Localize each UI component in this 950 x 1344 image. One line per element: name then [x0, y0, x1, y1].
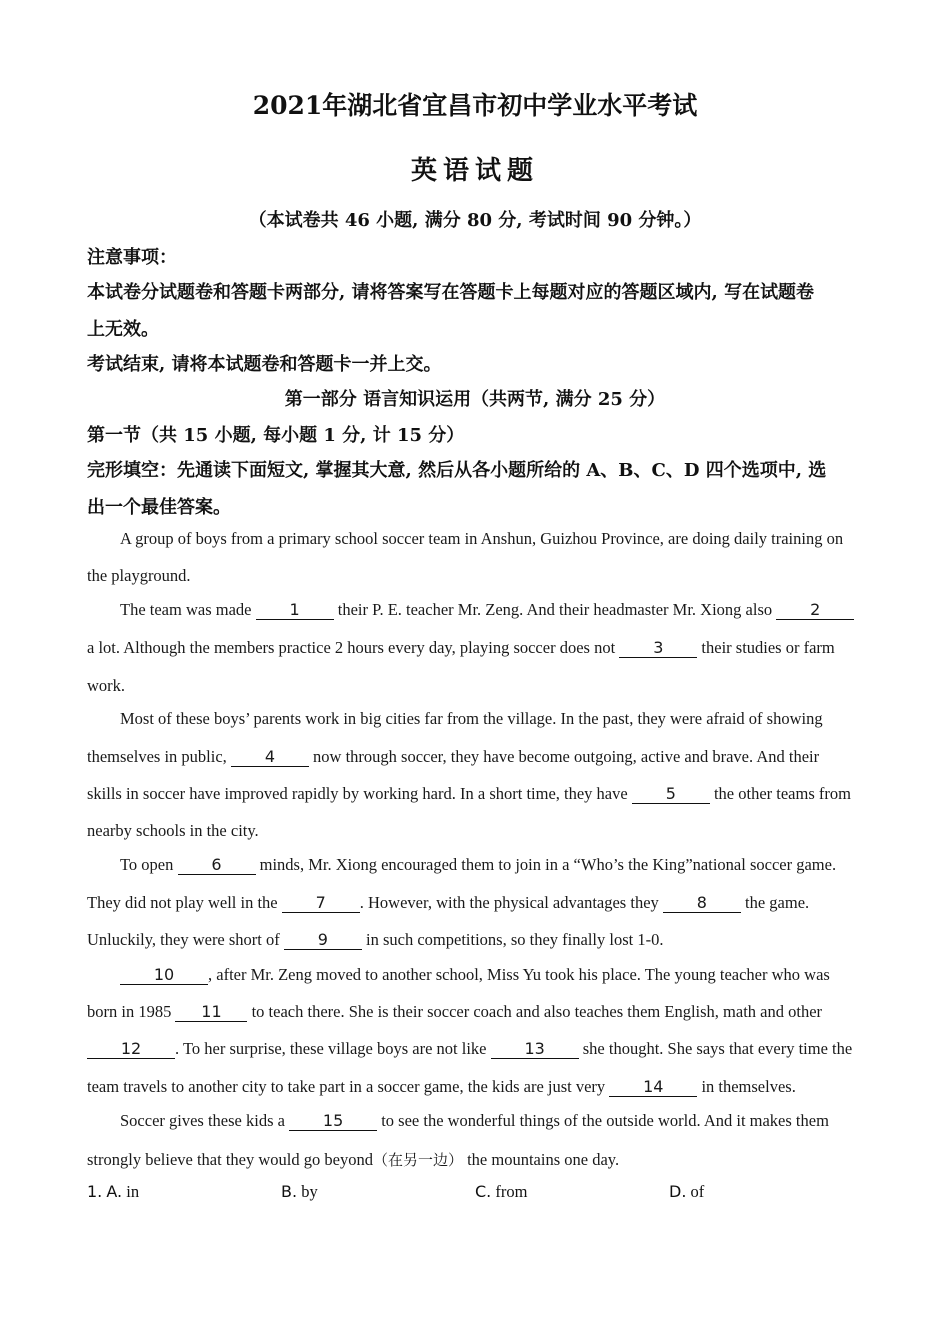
subsection-heading: 第一节（共 15 小题, 每小题 1 分, 计 15 分）: [87, 425, 465, 446]
passage-line: work.: [87, 676, 126, 695]
notice-line-3: 考试结束, 请将本试题卷和答题卡一并上交。: [87, 354, 442, 375]
option-label: D.: [669, 1182, 687, 1201]
passage-line: [87, 1149, 867, 1170]
passage-text: now through soccer, they have become outgoing, active and brave. And their: [308, 747, 820, 766]
passage-text: team travels to another city to take part in a soccer game, the kids are just very: [87, 1077, 610, 1096]
passage-text: the other teams from: [709, 784, 851, 803]
chinese-annotation: （在另一边）: [372, 1151, 463, 1169]
passage-text: . However, with the physical advantages they: [359, 893, 663, 912]
passage-line: [120, 965, 870, 985]
passage-line: [87, 1077, 867, 1097]
passage-line: A group of boys from a primary school soccer team in Anshun, Guizhou Province, are doing daily training on: [120, 529, 844, 548]
passage-text: to see the wonderful things of the outside world. And it makes them: [377, 1111, 829, 1130]
option-text: from: [495, 1182, 528, 1201]
passage-line: [120, 600, 870, 620]
instruction-line-2: 出一个最佳答案。: [87, 497, 231, 518]
passage-text: skills in soccer have improved rapidly by working hard. In a short time, they have: [87, 784, 632, 803]
blank-5: 5: [632, 786, 710, 804]
blank-2: 2: [776, 602, 854, 620]
passage-text: strongly believe that they would go beyond: [87, 1150, 373, 1169]
passage-text: . To her surprise, these village boys are not like: [175, 1039, 491, 1058]
option-text: in: [126, 1182, 140, 1201]
option-text: by: [301, 1182, 318, 1201]
option-b[interactable]: [281, 1182, 318, 1202]
blank-6: 6: [178, 857, 256, 875]
passage-text: she thought. She says that every time the: [578, 1039, 853, 1058]
passage-text: in themselves.: [697, 1077, 796, 1096]
blank-4: 4: [231, 749, 309, 767]
notice-line-2: 上无效。: [87, 319, 159, 340]
option-c[interactable]: [475, 1182, 527, 1202]
passage-line: Most of these boys’ parents work in big cities far from the village. In the past, they were afraid of showing: [120, 709, 823, 728]
passage-text: To open: [120, 855, 178, 874]
passage-line: [120, 855, 870, 875]
option-d[interactable]: [669, 1182, 704, 1202]
passage-line: [87, 747, 867, 767]
passage-text: The team was made: [120, 600, 256, 619]
question-1-options: [87, 1182, 867, 1204]
blank-10: 10: [120, 967, 208, 985]
passage-text: Unluckily, they were short of: [87, 930, 284, 949]
section-part-heading: 第一部分 语言知识运用（共两节, 满分 25 分）: [284, 389, 666, 410]
option-a[interactable]: [87, 1182, 139, 1202]
blank-1: 1: [256, 602, 334, 620]
option-text: of: [690, 1182, 705, 1201]
blank-11: 11: [175, 1004, 247, 1022]
question-number: 1.: [87, 1182, 103, 1201]
option-label: A.: [106, 1182, 123, 1201]
passage-text: born in 1985: [87, 1002, 176, 1021]
passage-line: [87, 930, 867, 950]
passage-text: to teach there. She is their soccer coach and also teaches them English, math and other: [247, 1002, 823, 1021]
passage-text: They did not play well in the: [87, 893, 282, 912]
blank-7: 7: [282, 895, 360, 913]
passage-text: in such competitions, so they finally lost 1-0.: [361, 930, 664, 949]
passage-text: the mountains one day.: [462, 1150, 620, 1169]
passage-line: nearby schools in the city.: [87, 821, 259, 840]
passage-text: Soccer gives these kids a: [120, 1111, 290, 1130]
passage-line: [120, 1111, 870, 1131]
blank-15: 15: [289, 1113, 377, 1131]
option-label: B.: [281, 1182, 298, 1201]
passage-text: their studies or farm: [697, 638, 835, 657]
instruction-line-1: 完形填空：先通读下面短文, 掌握其大意, 然后从各小题所给的 A、B、C、D 四个选项中, 选: [87, 460, 827, 481]
passage-text: themselves in public,: [87, 747, 231, 766]
blank-9: 9: [284, 932, 362, 950]
blank-14: 14: [609, 1079, 697, 1097]
notice-heading: 注意事项：: [87, 247, 177, 268]
passage-line: [87, 893, 867, 913]
passage-text: minds, Mr. Xiong encouraged them to join in a “Who’s the King”national soccer game.: [255, 855, 837, 874]
passage-line: [87, 638, 867, 658]
exam-subtitle: 英语试题: [410, 156, 539, 186]
notice-line-1: 本试卷分试题卷和答题卡两部分, 请将答案写在答题卡上每题对应的答题区域内, 写在试题卷: [87, 282, 815, 303]
passage-line: [87, 1039, 867, 1059]
passage-text: their P. E. teacher Mr. Zeng. And their headmaster Mr. Xiong also: [333, 600, 777, 619]
option-label: C.: [475, 1182, 492, 1201]
blank-12: 12: [87, 1041, 175, 1059]
passage-line: the playground.: [87, 566, 191, 585]
exam-info: （本试卷共 46 小题, 满分 80 分, 考试时间 90 分钟。）: [248, 210, 702, 231]
passage-text: a lot. Although the members practice 2 hours every day, playing soccer does not: [87, 638, 620, 657]
passage-line: [87, 1002, 867, 1022]
blank-3: 3: [619, 640, 697, 658]
blank-8: 8: [663, 895, 741, 913]
blank-13: 13: [491, 1041, 579, 1059]
passage-text: , after Mr. Zeng moved to another school, Miss Yu took his place. The young teacher who was: [208, 965, 830, 984]
exam-title: 2021年湖北省宜昌市初中学业水平考试: [252, 91, 698, 120]
passage-text: the game.: [740, 893, 810, 912]
passage-line: [87, 784, 867, 804]
